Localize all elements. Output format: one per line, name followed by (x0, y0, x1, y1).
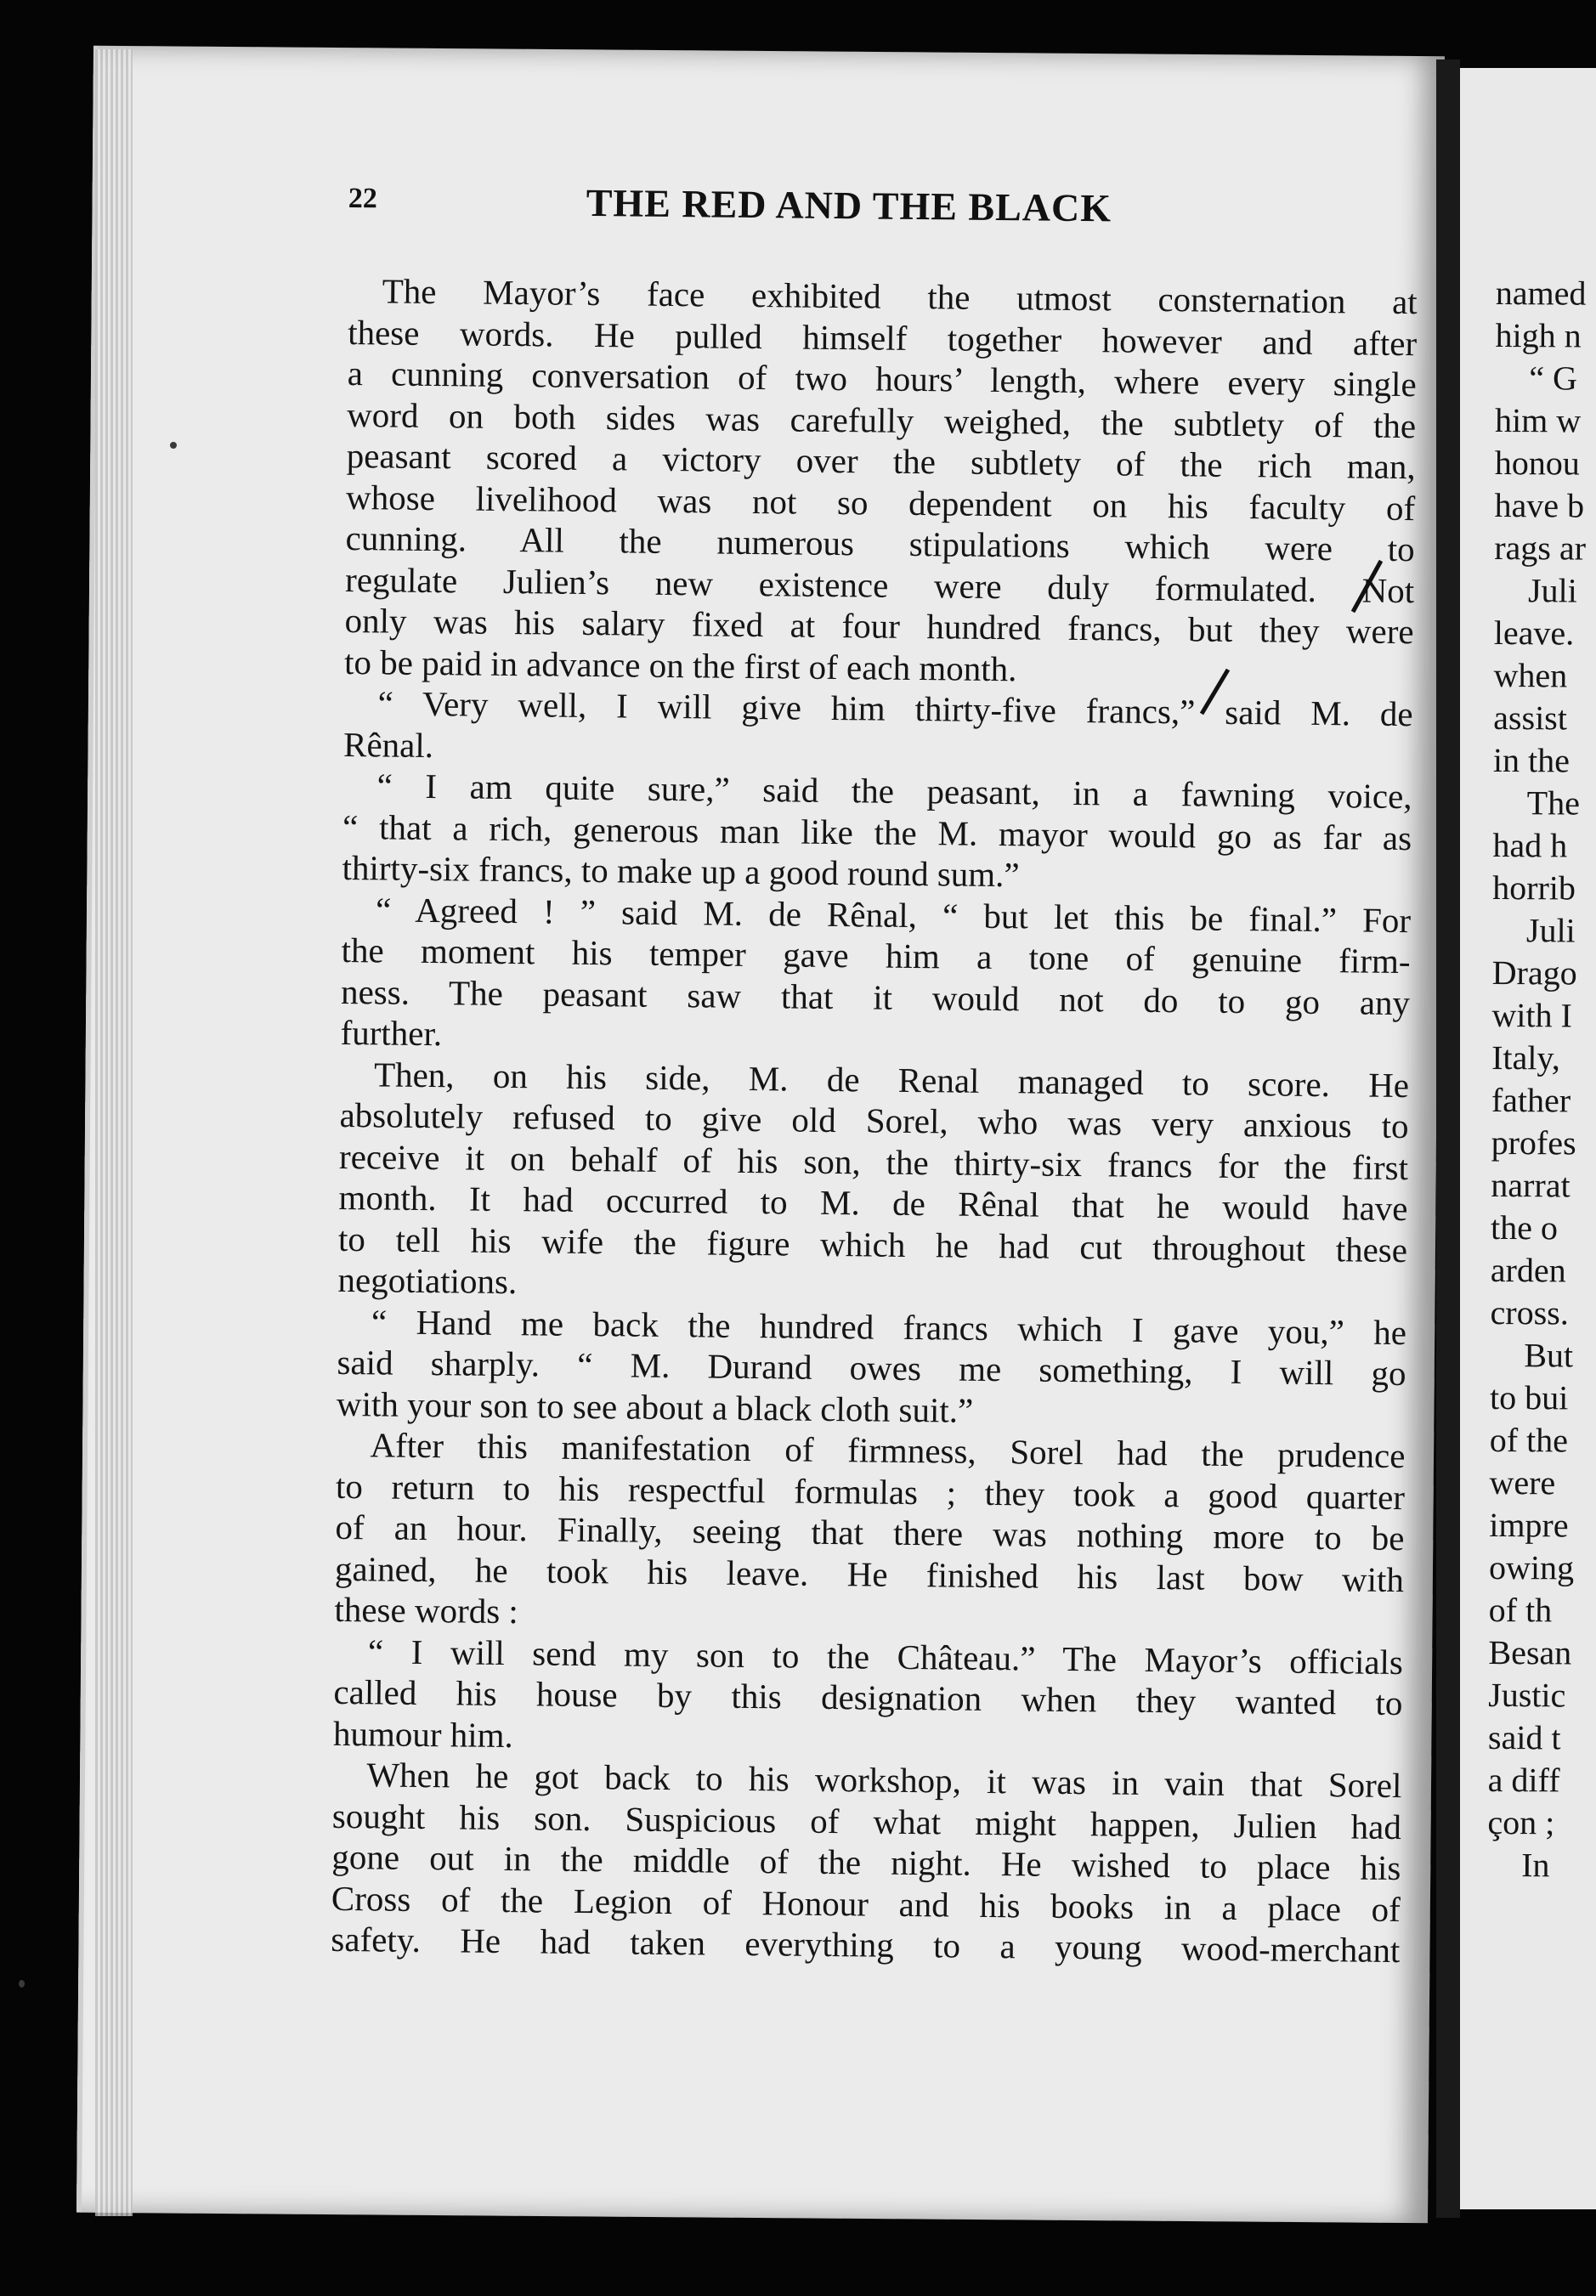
facing-text-fragment: to bui (1489, 1377, 1569, 1417)
facing-text-fragment: In (1521, 1846, 1550, 1885)
facing-text-fragment: high n (1495, 315, 1582, 355)
facing-text-fragment: The (1526, 783, 1581, 823)
text-line: Then, on his side, M. de Renal managed to score. He (373, 1054, 1410, 1105)
facing-text-fragment: horrib (1492, 868, 1576, 908)
facing-text-fragment: owing (1488, 1547, 1575, 1587)
text-line: further. (340, 1012, 443, 1054)
facing-text-fragment: named (1495, 273, 1587, 313)
facing-text-fragment: Justic (1488, 1675, 1566, 1715)
text-line: safety. He had taken everything to a young wood-merchant (331, 1919, 1401, 1971)
text-line: with your son to see about a black cloth suit.” (336, 1383, 974, 1430)
facing-text-fragment: with I (1491, 995, 1572, 1035)
text-line: called his house by this designation when they wanted to (333, 1671, 1403, 1723)
facing-text-fragment: narrat (1491, 1165, 1571, 1205)
text-line: “ I will send my son to the Château.” The Mayor’s officials (367, 1631, 1404, 1682)
text-line: the moment his temper gave him a tone of genuine firm- (341, 930, 1411, 981)
text-line: a cunning conversation of two hours’ length, where every single (347, 353, 1417, 404)
facing-text-fragment: in the (1492, 740, 1571, 780)
text-line: “ I am quite sure,” said the peasant, in a fawning voice, (376, 766, 1412, 817)
text-line: whose livelihood was not so dependent on his faculty of (345, 477, 1416, 528)
facing-text-fragment: But (1524, 1336, 1574, 1375)
text-line: these words. He pulled himself together however and after (347, 312, 1418, 363)
pencil-slash-mark (1190, 663, 1241, 722)
pencil-slash-mark (1343, 552, 1394, 620)
text-line: “ that a rich, generous man like the M. mayor would go as far as (342, 806, 1412, 857)
text-line: to return to his respectful formulas ; they took a good quarter (335, 1466, 1406, 1517)
facing-text-fragment: Besan (1488, 1632, 1572, 1672)
facing-text-fragment: Juli (1525, 911, 1576, 950)
facing-text-fragment: had h (1492, 825, 1568, 865)
facing-text-fragment: have b (1494, 485, 1585, 525)
facing-text-fragment: rags ar (1494, 528, 1587, 568)
page-number: 22 (348, 183, 377, 215)
facing-text-fragment: çon ; (1487, 1802, 1555, 1842)
running-title: THE RED AND THE BLACK (586, 180, 1112, 230)
facing-text-fragment: assist (1493, 698, 1568, 738)
text-line: gone out in the middle of the night. He wished to place his (331, 1836, 1401, 1888)
facing-text-fragment: honou (1494, 443, 1580, 483)
facing-text-fragment: leave. (1493, 613, 1575, 653)
text-line: these words : (334, 1589, 519, 1632)
text-line: said sharply. “ M. Durand owes me something, I will go (337, 1342, 1406, 1394)
text-line: negotiations. (337, 1259, 518, 1302)
book-gutter (1436, 59, 1460, 2218)
text-line: receive it on behalf of his son, the thirty-six francs for the first (338, 1136, 1409, 1187)
facing-text-fragment: of th (1488, 1590, 1553, 1630)
text-line: peasant scored a victory over the subtlety of the rich man, (346, 435, 1416, 487)
text-line: absolutely refused to give old Sorel, who was very anxious to (339, 1094, 1409, 1146)
page-edge-stack (95, 49, 133, 2216)
text-line: After this manifestation of firmness, Sorel had the prudence (370, 1425, 1406, 1476)
facing-text-fragment: impre (1489, 1505, 1569, 1545)
text-line: of an hour. Finally, seeing that there was nothing more to be (335, 1507, 1405, 1558)
facing-text-fragment: were (1489, 1462, 1556, 1502)
text-line: Cross of the Legion of Honour and his books in a place of (331, 1878, 1401, 1929)
text-line: “ Agreed ! ” said M. de Rênal, “ but let this be final.” For (375, 889, 1412, 940)
text-line: word on both sides was carefully weighed, the subtlety of the (346, 394, 1417, 445)
text-line: humour him. (332, 1713, 514, 1755)
text-line: Rênal. (342, 724, 434, 765)
facing-text-fragment: the o (1490, 1207, 1559, 1247)
text-line: regulate Julien’s new existence were duly formulated. Not (344, 559, 1415, 610)
text-line: to be paid in advance on the first of each month. (343, 642, 1017, 688)
text-line: “ Hand me back the hundred francs which I gave you,” he (371, 1301, 1407, 1352)
text-line: only was his salary fixed at four hundred francs, but they were (344, 600, 1414, 652)
facing-text-fragment: when (1493, 655, 1568, 695)
margin-spot (170, 442, 177, 449)
facing-text-fragment: “ G (1529, 359, 1578, 398)
main-text-column (331, 270, 1418, 1971)
text-line: cunning. All the numerous stipulations which were to (345, 517, 1415, 569)
facing-text-fragment: Italy, (1491, 1038, 1560, 1077)
facing-text-fragment: him w (1494, 400, 1582, 440)
facing-text-fragment: Drago (1491, 953, 1577, 992)
text-line: thirty-six francs, to make up a good round sum.” (342, 847, 1020, 895)
facing-text-fragment: father (1491, 1080, 1571, 1120)
facing-text-fragment: of the (1489, 1420, 1569, 1460)
text-line: sought his son. Suspicious of what might happen, Julien had (331, 1796, 1402, 1846)
facing-text-fragment: profes (1491, 1123, 1576, 1162)
text-line: “ Very well, I will give him thirty-five francs,” said M. de (377, 683, 1413, 734)
facing-text-fragment: arden (1490, 1250, 1566, 1290)
facing-text-fragment: Juli (1527, 571, 1577, 610)
margin-spot (19, 1980, 25, 1988)
text-line: to tell his wife the figure which he had cut throughout these (337, 1219, 1408, 1270)
text-line: ness. The peasant saw that it would not do to go any (340, 971, 1411, 1022)
facing-text-fragment: cross. (1490, 1292, 1569, 1332)
text-line: month. It had occurred to M. de Rênal that he would have (338, 1177, 1408, 1229)
text-line: The Mayor’s face exhibited the utmost consternation at (382, 271, 1418, 322)
text-line: When he got back to his workshop, it was in vain that Sorel (366, 1755, 1402, 1806)
facing-text-fragment: said t (1487, 1717, 1561, 1757)
facing-text-fragment: a diff (1487, 1760, 1560, 1800)
facing-page-text (1487, 272, 1596, 1887)
text-line: gained, he took his leave. He finished his last bow with (334, 1548, 1405, 1599)
